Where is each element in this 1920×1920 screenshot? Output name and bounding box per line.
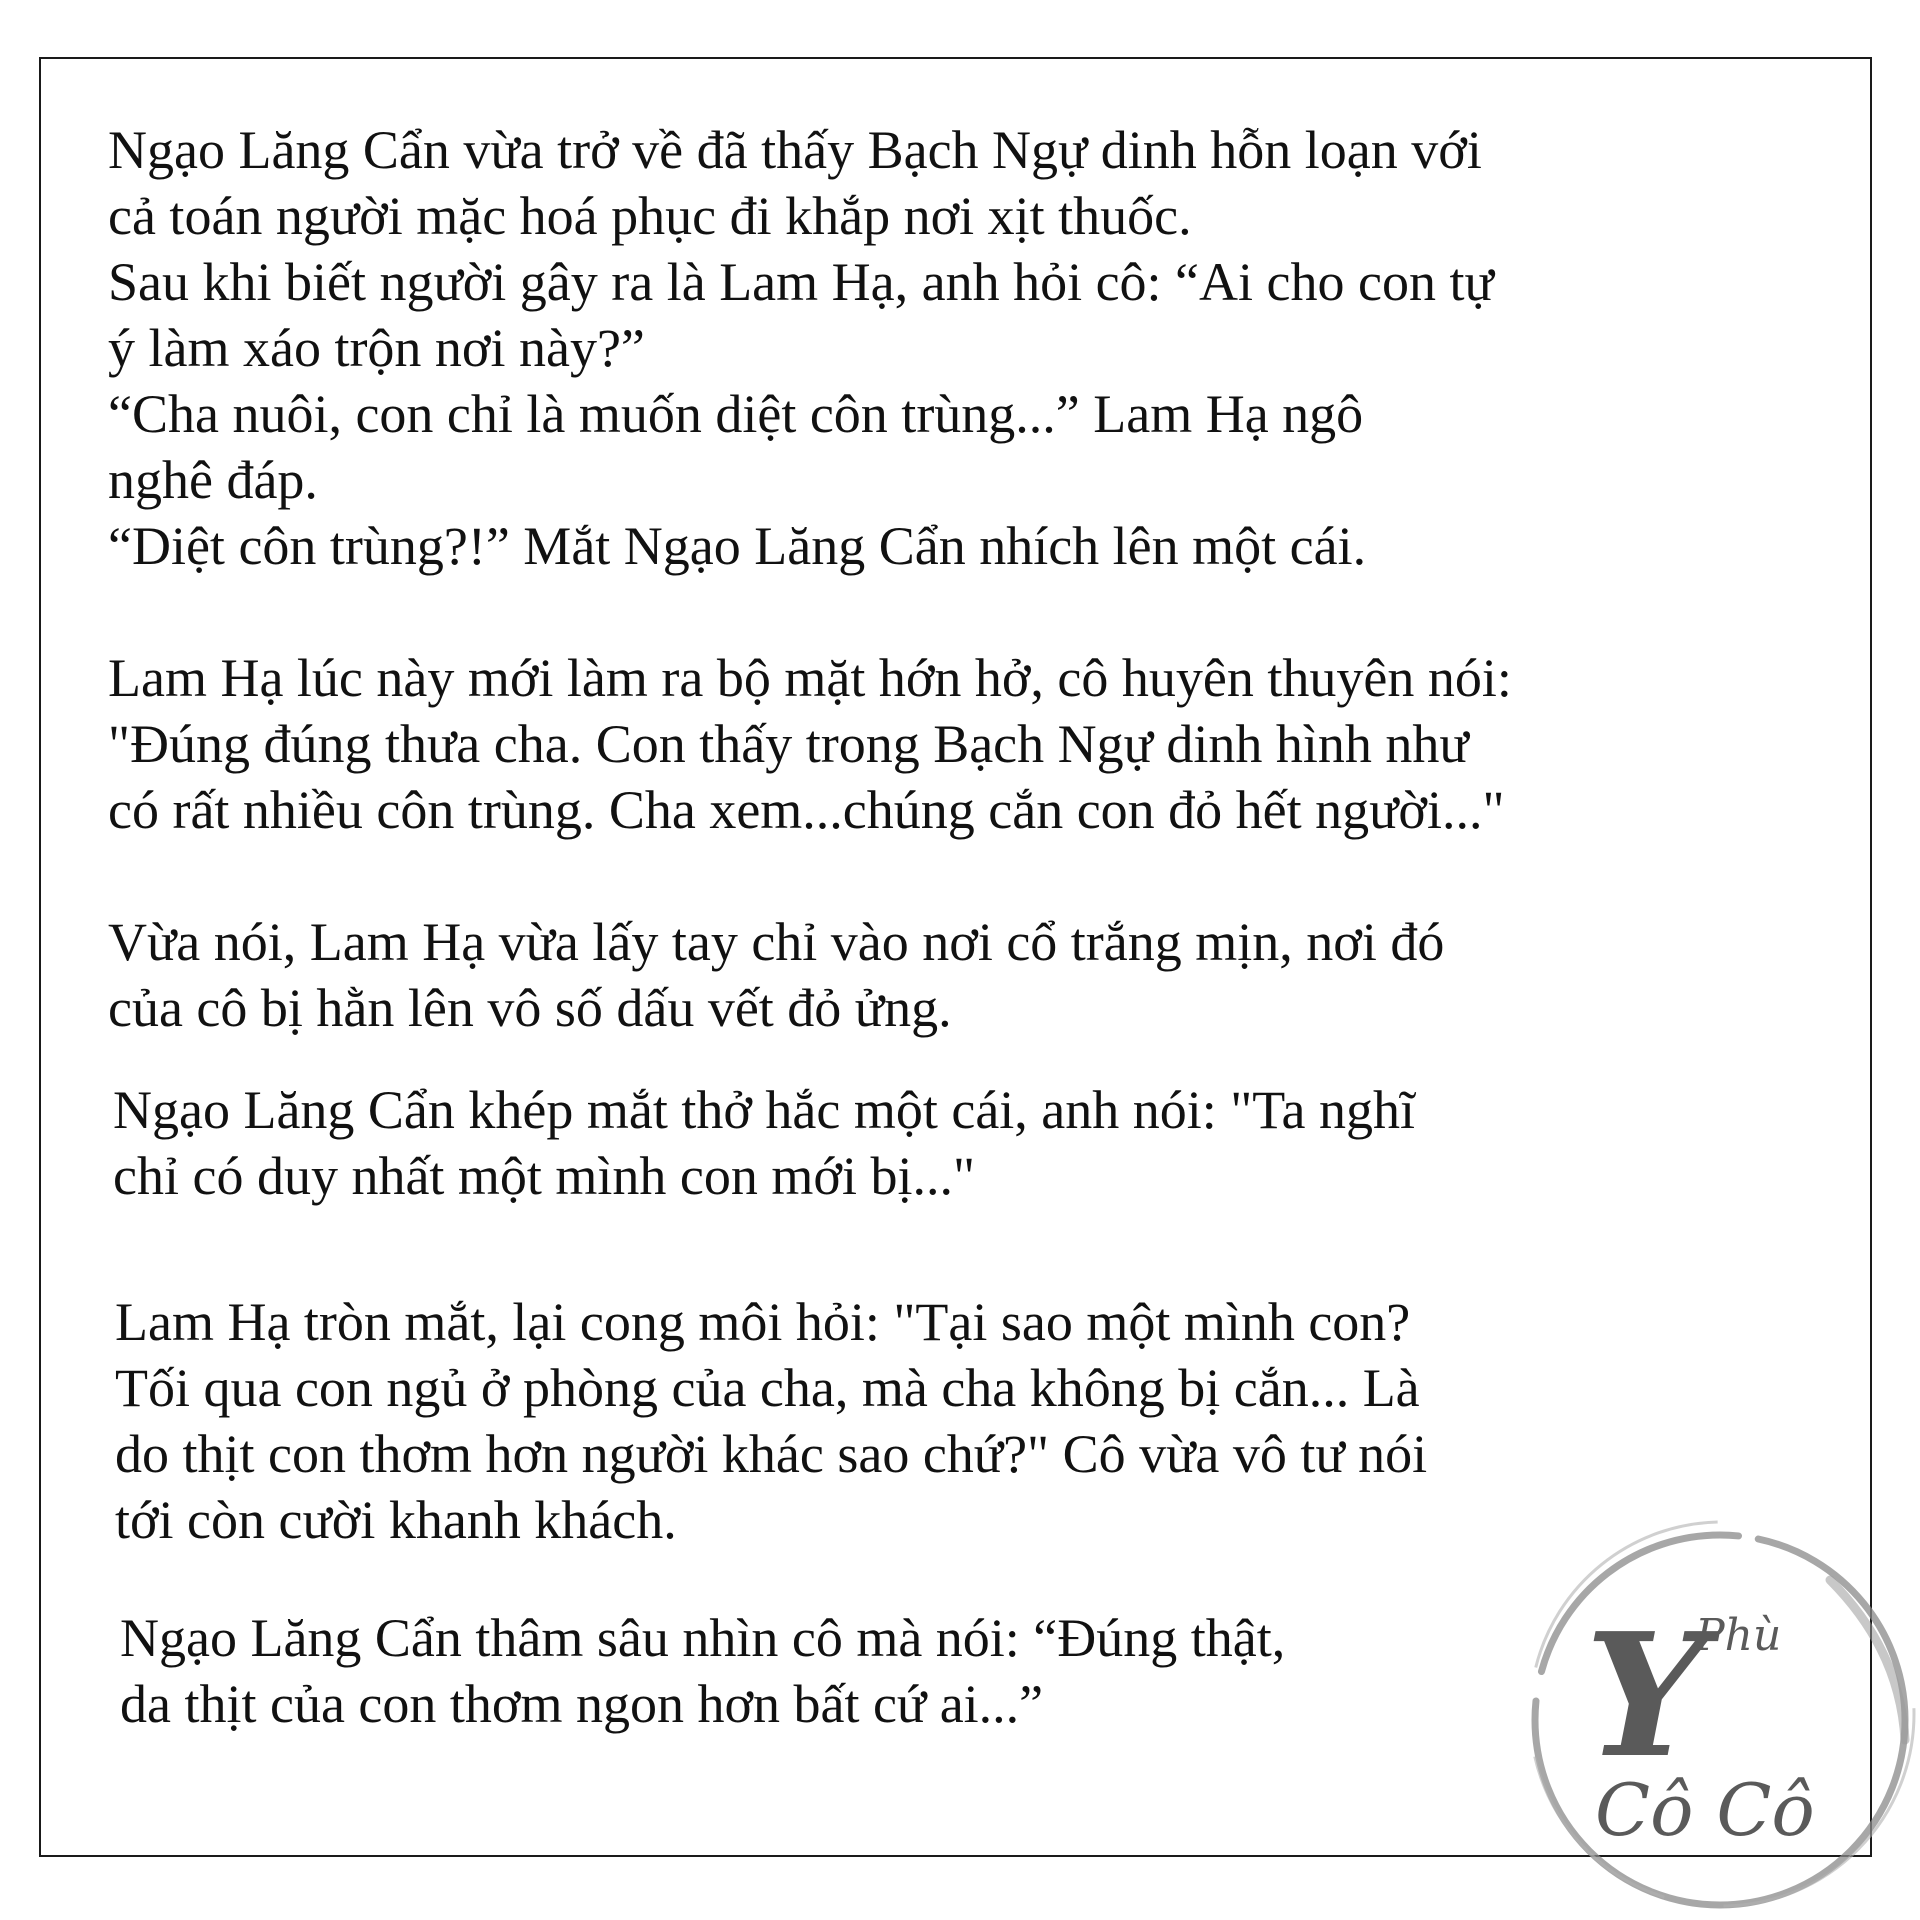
text-line: Sau khi biết người gây ra là Lam Hạ, anh hỏi cô: “Ai cho con tự	[108, 252, 1494, 312]
text-line: “Diệt côn trùng?!” Mắt Ngạo Lăng Cẩn nhích lên một cái.	[108, 516, 1367, 576]
text-line: chỉ có duy nhất một mình con mới bị..."	[113, 1146, 975, 1206]
text-line: "Đúng đúng thưa cha. Con thấy trong Bạch Ngự dinh hình như	[108, 714, 1469, 774]
text-line: Lam Hạ lúc này mới làm ra bộ mặt hớn hở, cô huyên thuyên nói:	[108, 648, 1512, 708]
text-line: có rất nhiều côn trùng. Cha xem...chúng cắn con đỏ hết người..."	[108, 780, 1505, 840]
text-line: Ngạo Lăng Cẩn vừa trở về đã thấy Bạch Ngự dinh hỗn loạn với	[108, 120, 1482, 180]
text-line: của cô bị hằn lên vô số dấu vết đỏ ửng.	[108, 978, 952, 1038]
text-line: nghê đáp.	[108, 450, 318, 510]
text-line: Ngạo Lăng Cẩn khép mắt thở hắc một cái, anh nói: "Ta nghĩ	[113, 1080, 1415, 1140]
text-line: “Cha nuôi, con chỉ là muốn diệt côn trùng...” Lam Hạ ngô	[108, 384, 1364, 444]
text-line: Lam Hạ tròn mắt, lại cong môi hỏi: "Tại sao một mình con?	[115, 1292, 1411, 1352]
text-line: cả toán người mặc hoá phục đi khắp nơi xịt thuốc.	[108, 186, 1192, 246]
seal-initial: Y	[1585, 1596, 1707, 1796]
text-line: tới còn cười khanh khách.	[115, 1490, 677, 1550]
text-line: ý làm xáo trộn nơi này?”	[108, 318, 645, 378]
text-line: Tối qua con ngủ ở phòng của cha, mà cha không bị cắn... Là	[115, 1358, 1420, 1418]
text-line: Vừa nói, Lam Hạ vừa lấy tay chỉ vào nơi cổ trắng mịn, nơi đó	[108, 912, 1445, 972]
text-line: do thịt con thơm hơn người khác sao chứ?" Cô vừa vô tư nói	[115, 1424, 1428, 1484]
watermark-seal	[1500, 1500, 1920, 1920]
text-line: Ngạo Lăng Cẩn thâm sâu nhìn cô mà nói: “Đúng thật,	[120, 1608, 1286, 1668]
text-line: da thịt của con thơm ngon hơn bất cứ ai...”	[120, 1674, 1044, 1734]
seal-script: Phù	[1695, 1610, 1782, 1661]
seal-name: Cô Cô	[1595, 1768, 1815, 1852]
